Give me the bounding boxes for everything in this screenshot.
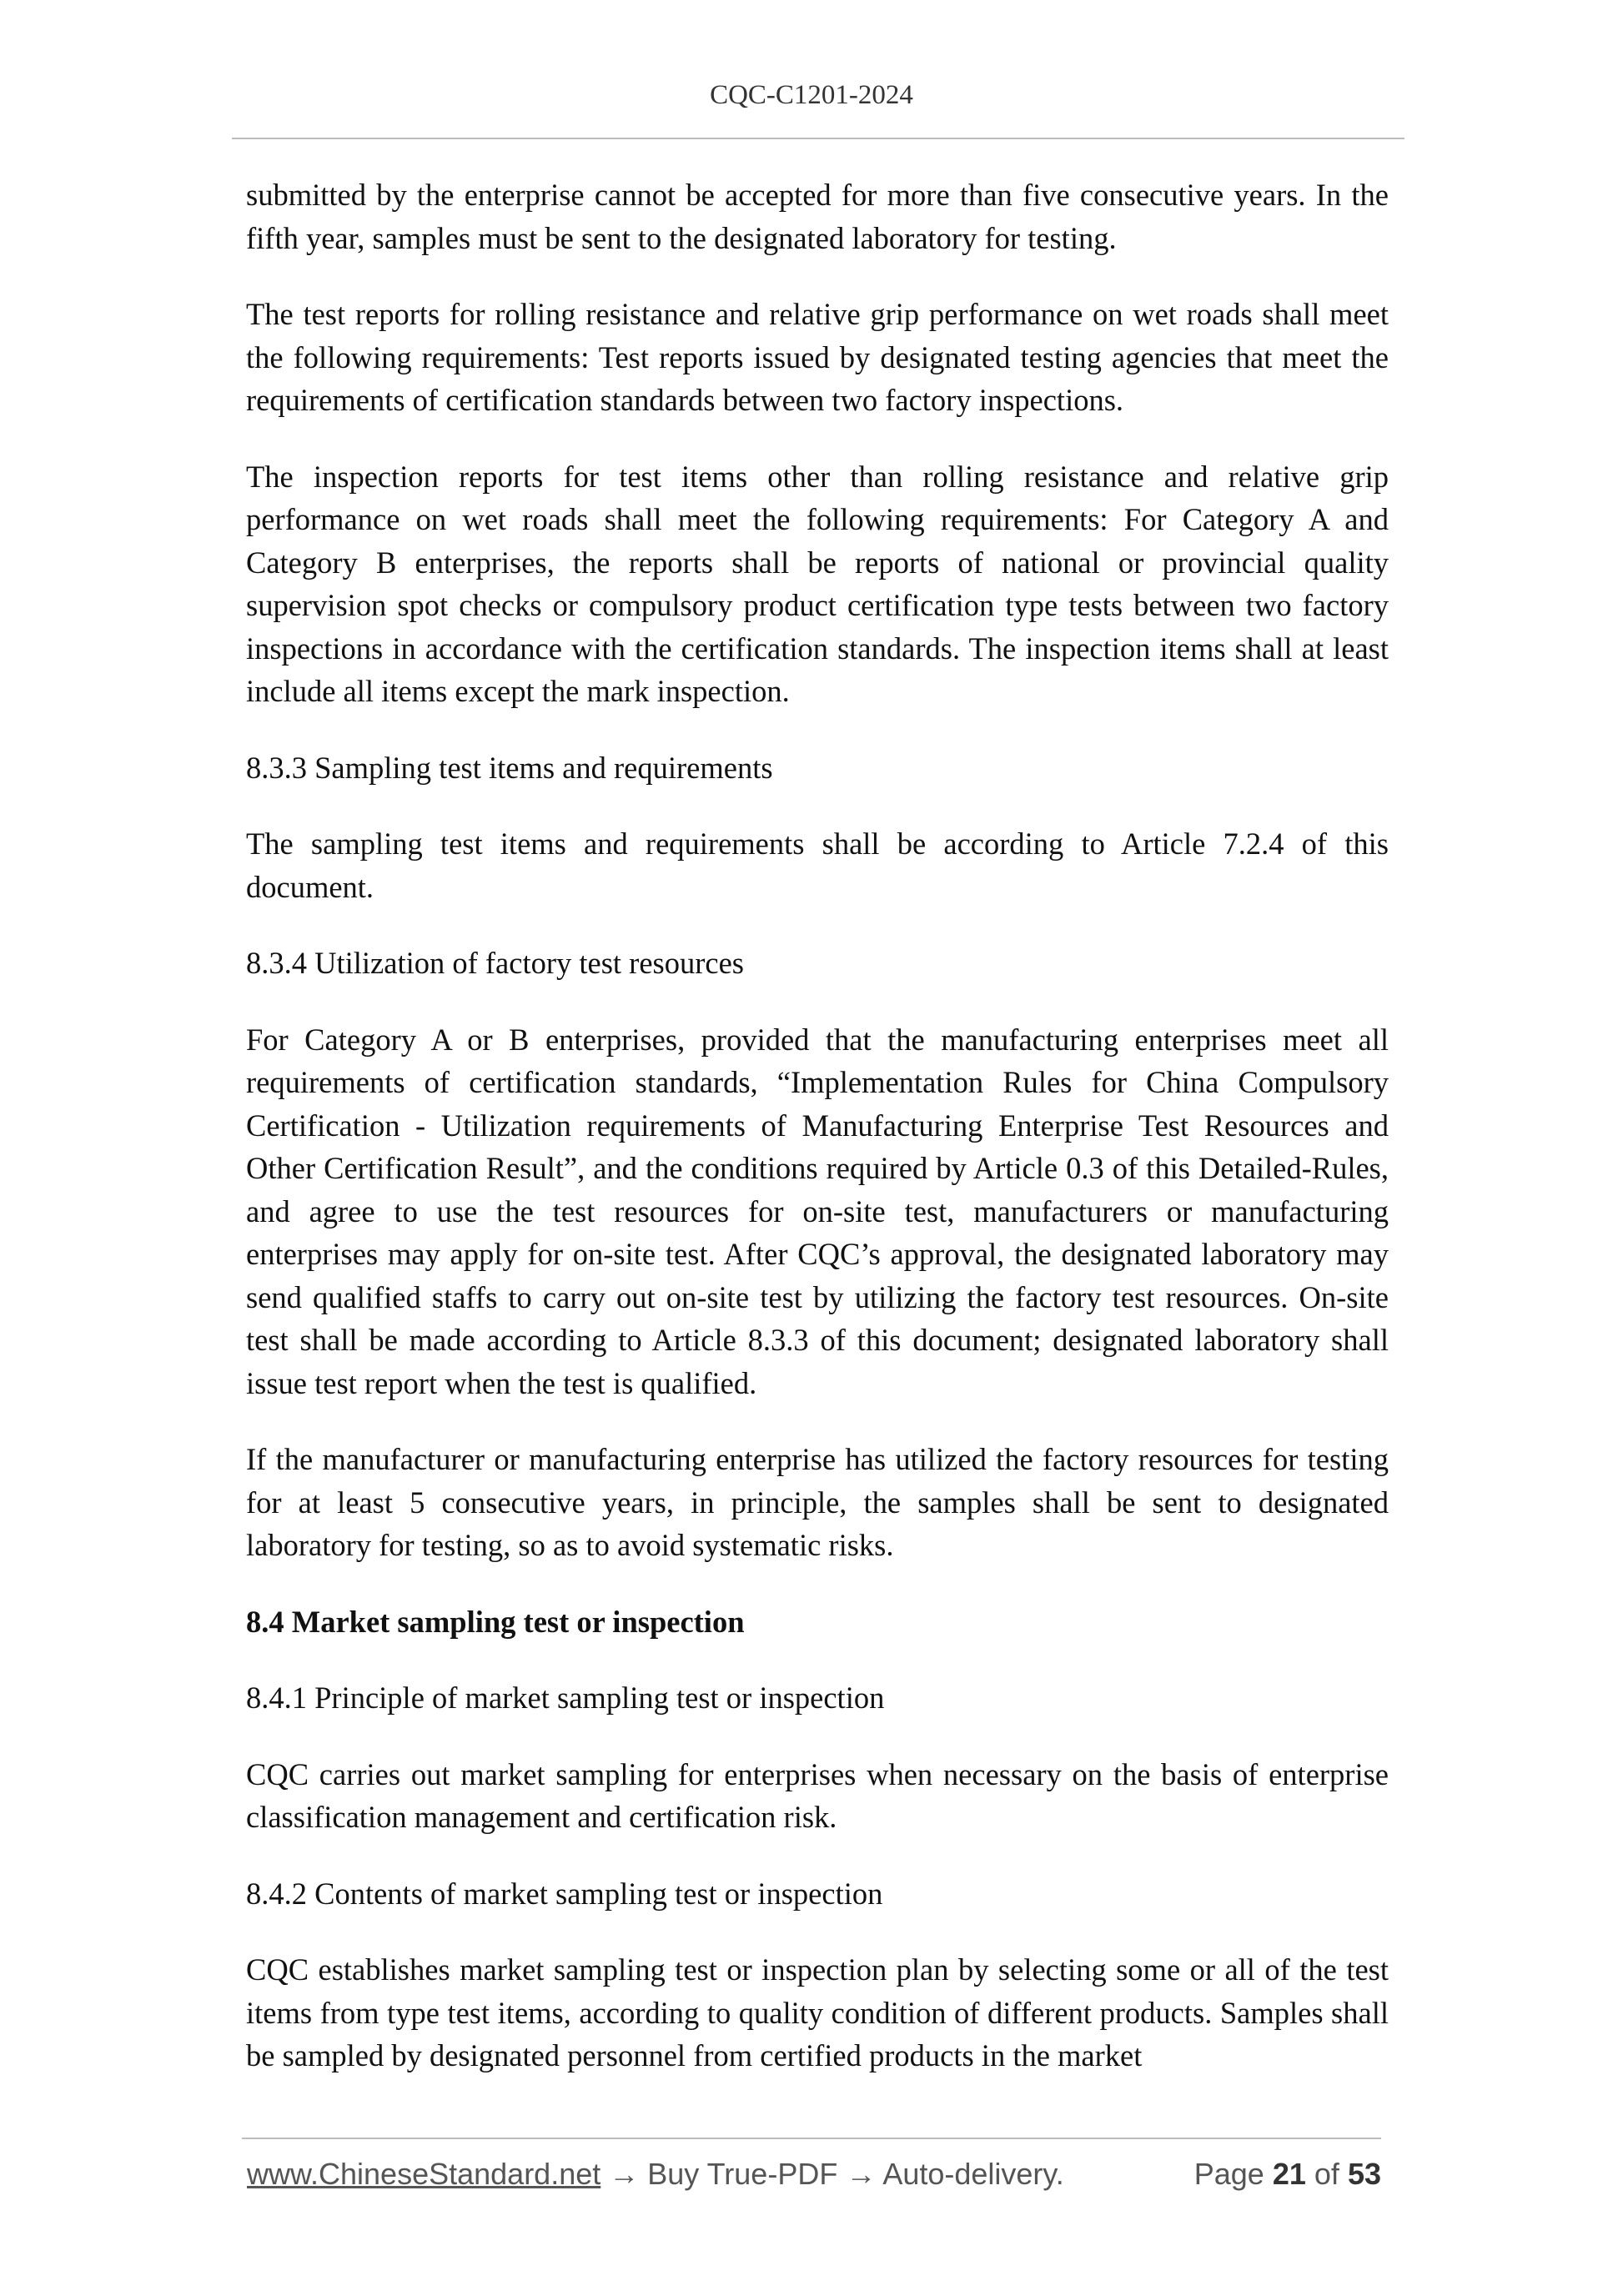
header-divider: [232, 138, 1404, 139]
website-link[interactable]: www.ChineseStandard.net: [247, 2157, 601, 2191]
paragraph: The sampling test items and requirements shall be according to Article 7.2.4 of this document.: [246, 826, 1389, 904]
subsection-heading: 8.3.3 Sampling test items and requirements: [246, 750, 773, 785]
document-body: [246, 173, 1389, 2111]
paragraph: If the manufacturer or manufacturing enterprise has utilized the factory resources for testing for at least 5 consecutive years, in principle, the samples shall be sent to designated laboratory for testing, so as to avoid systematic risks.: [246, 1442, 1389, 1562]
paragraph: For Category A or B enterprises, provided that the manufacturing enterprises meet all requirements of certification standards, “Implementation Rules for China Compulsory Certification - Utilization requirements of Manufacturing Enterprise Test Resources and Other Certification Result”, and the conditions required by Article 0.3 of this Detailed-Rules, and agree to use the test resources for on-site test, manufacturers or manufacturing enterprises may apply for on-site test. After CQC’s approval, the designated laboratory may send qualified staffs to carry out on-site test by utilizing the factory test resources. On-site test shall be made according to Article 8.3.3 of this document; designated laboratory shall issue test report when the test is qualified.: [246, 1022, 1389, 1400]
page-label: Page: [1193, 2157, 1264, 2191]
paragraph: submitted by the enterprise cannot be accepted for more than five consecutive years. In the fifth year, samples must be sent to the designated laboratory for testing.: [246, 178, 1389, 255]
subsection-heading: 8.4.2 Contents of market sampling test or inspection: [246, 1876, 883, 1911]
footer-divider: [242, 2138, 1381, 2139]
page-header-title: CQC-C1201-2024: [710, 80, 913, 110]
subsection-heading: 8.4.1 Principle of market sampling test or inspection: [246, 1681, 885, 1715]
footer-promo: [247, 2157, 1064, 2192]
paragraph: CQC establishes market sampling test or inspection plan by selecting some or all of the test items from type test items, according to quality condition of different products. Samples shall be sampled by designated personnel from certified products in the market: [246, 1952, 1389, 2072]
of-label: of: [1314, 2157, 1339, 2191]
page-total: 53: [1347, 2157, 1381, 2191]
paragraph: The inspection reports for test items other than rolling resistance and relative grip performance on wet roads shall meet the following requirements: For Category A and Category B enterprises, the reports shall be reports of national or provincial quality supervision spot checks or compulsory product certification type tests between two factory inspections in accordance with the certification standards. The inspection items shall at least include all items except the mark inspection.: [246, 459, 1389, 708]
subsection-heading: 8.3.4 Utilization of factory test resources: [246, 946, 744, 980]
footer-tagline: → Buy True-PDF → Auto-delivery.: [600, 2157, 1064, 2191]
paragraph: CQC carries out market sampling for enterprises when necessary on the basis of enterprise classification management and certification risk.: [246, 1756, 1389, 1834]
page-footer: [247, 2157, 1381, 2198]
page-indicator: [1194, 2157, 1381, 2192]
section-heading: 8.4 Market sampling test or inspection: [246, 1604, 745, 1639]
page-number: 21: [1272, 2157, 1306, 2191]
paragraph: The test reports for rolling resistance and relative grip performance on wet roads shall meet the following requirements: Test reports issued by designated testing agencies that meet the requirements of certification standards between two factory inspections.: [246, 297, 1389, 417]
